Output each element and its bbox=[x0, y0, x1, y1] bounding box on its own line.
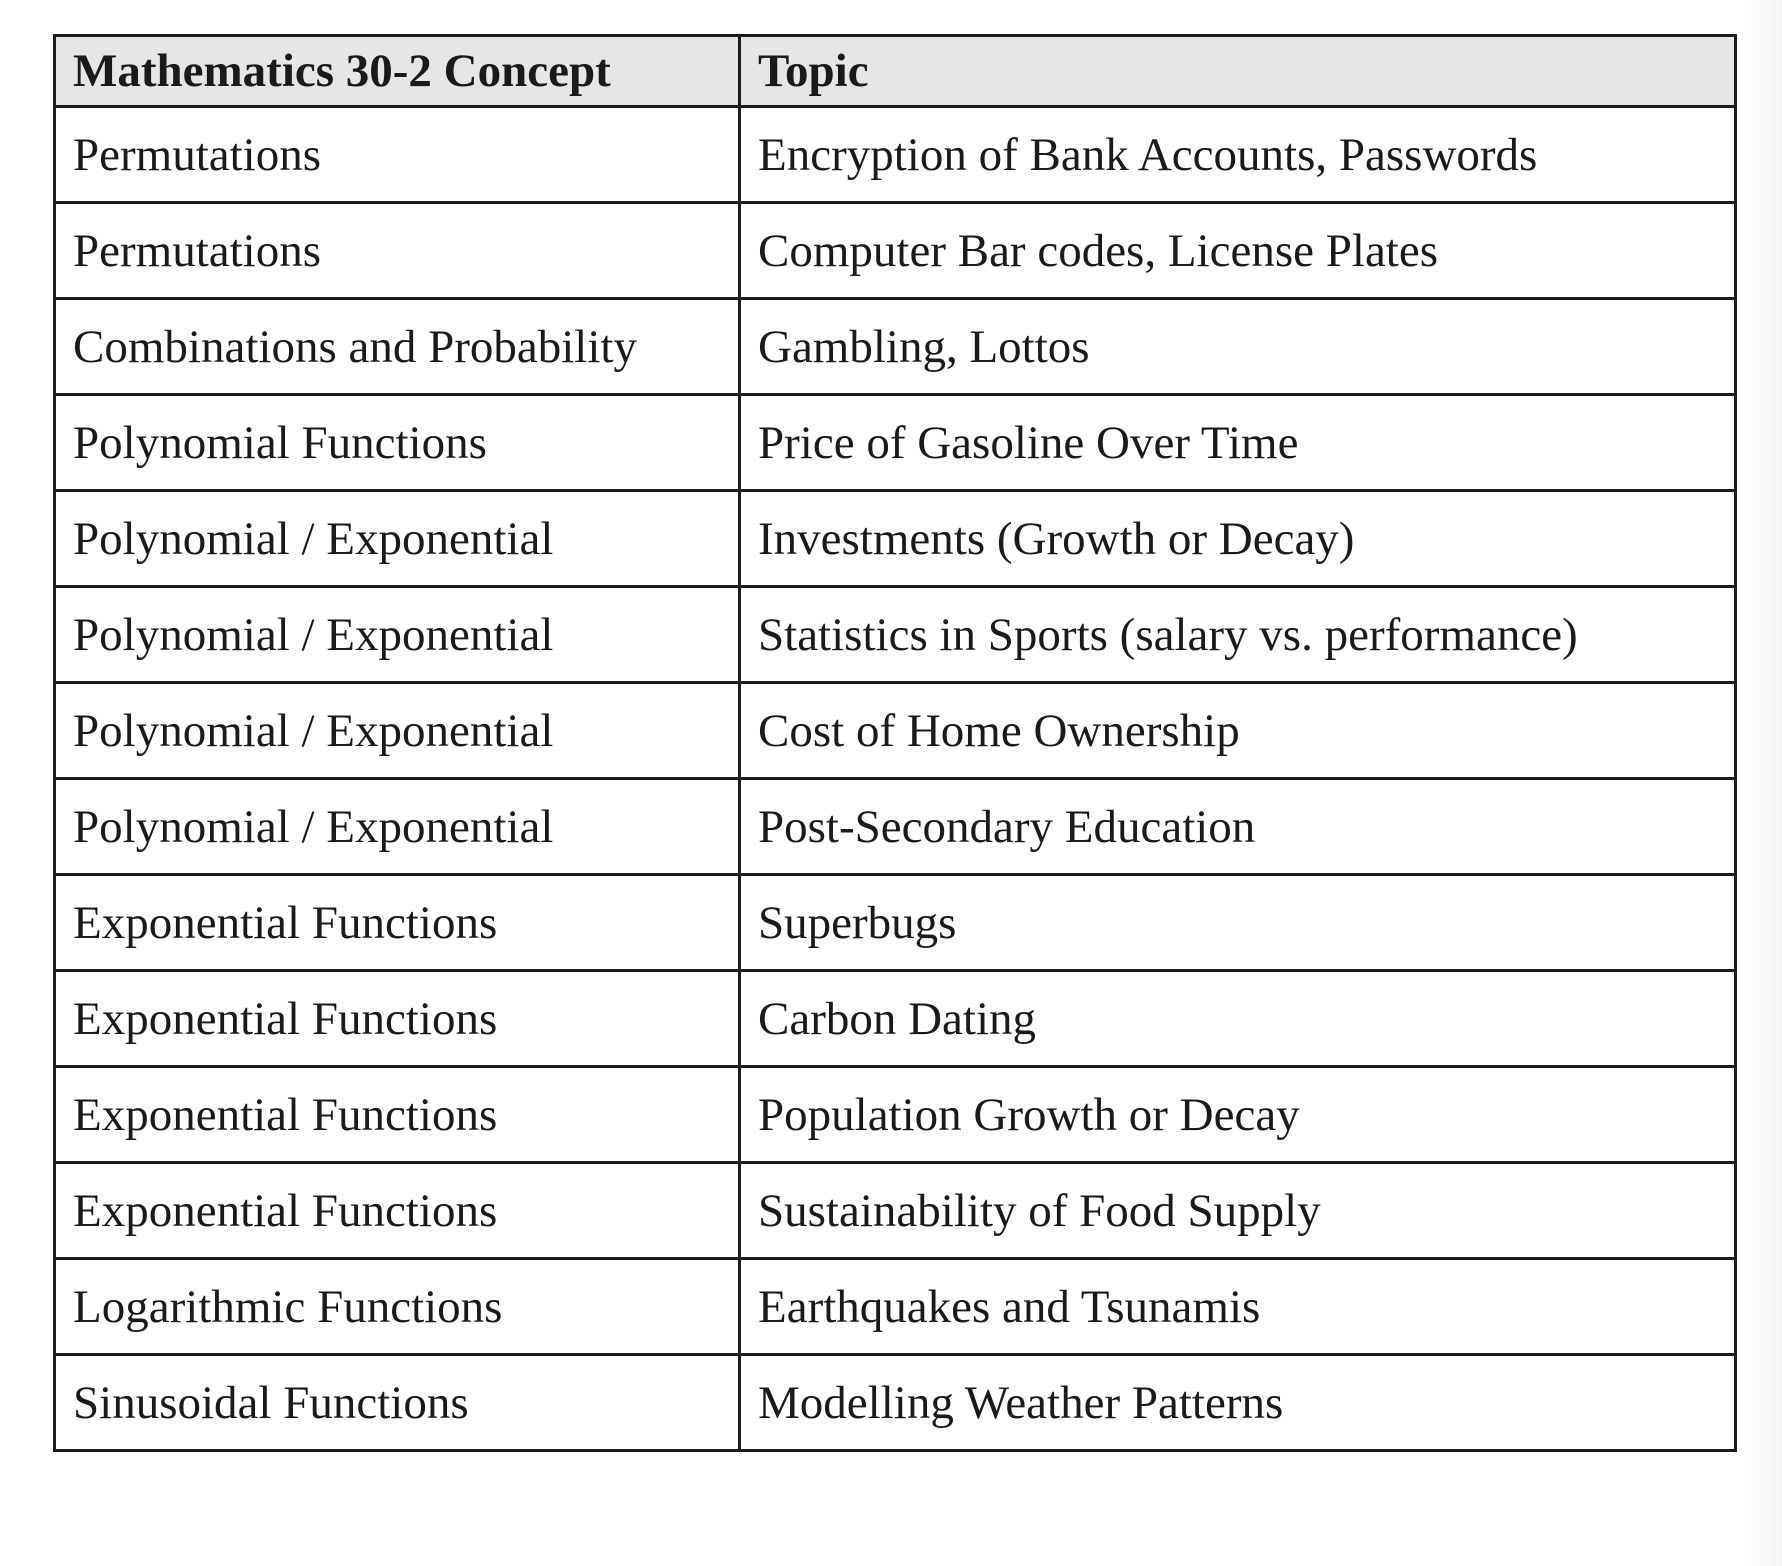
table-row bbox=[55, 1163, 1736, 1259]
table-row bbox=[55, 203, 1736, 299]
concept-cell: Polynomial / Exponential bbox=[55, 779, 740, 875]
table-row bbox=[55, 875, 1736, 971]
topic-cell: Superbugs bbox=[740, 875, 1736, 971]
concept-cell: Permutations bbox=[55, 107, 740, 203]
topic-cell: Post-Secondary Education bbox=[740, 779, 1736, 875]
table-row bbox=[55, 491, 1736, 587]
topic-cell: Sustainability of Food Supply bbox=[740, 1163, 1736, 1259]
table-row bbox=[55, 779, 1736, 875]
table-row bbox=[55, 395, 1736, 491]
concept-topic-table bbox=[53, 34, 1737, 1452]
concept-cell: Exponential Functions bbox=[55, 1067, 740, 1163]
header-concept: Mathematics 30-2 Concept bbox=[55, 36, 740, 107]
table-header bbox=[55, 36, 1736, 107]
concept-cell: Permutations bbox=[55, 203, 740, 299]
table-row bbox=[55, 299, 1736, 395]
topic-cell: Price of Gasoline Over Time bbox=[740, 395, 1736, 491]
concept-cell: Logarithmic Functions bbox=[55, 1259, 740, 1355]
topic-cell: Earthquakes and Tsunamis bbox=[740, 1259, 1736, 1355]
table-row bbox=[55, 1259, 1736, 1355]
concept-cell: Exponential Functions bbox=[55, 971, 740, 1067]
topic-cell: Investments (Growth or Decay) bbox=[740, 491, 1736, 587]
topic-cell: Cost of Home Ownership bbox=[740, 683, 1736, 779]
table-row bbox=[55, 971, 1736, 1067]
topic-cell: Encryption of Bank Accounts, Passwords bbox=[740, 107, 1736, 203]
header-topic: Topic bbox=[740, 36, 1736, 107]
table-row bbox=[55, 1067, 1736, 1163]
header-row bbox=[55, 36, 1736, 107]
concept-cell: Polynomial / Exponential bbox=[55, 683, 740, 779]
table-body bbox=[55, 107, 1736, 1451]
concept-cell: Sinusoidal Functions bbox=[55, 1355, 740, 1451]
concept-cell: Combinations and Probability bbox=[55, 299, 740, 395]
topic-cell: Computer Bar codes, License Plates bbox=[740, 203, 1736, 299]
table-row bbox=[55, 1355, 1736, 1451]
page-edge-shadow bbox=[1748, 0, 1782, 1566]
concept-cell: Polynomial / Exponential bbox=[55, 587, 740, 683]
topic-cell: Carbon Dating bbox=[740, 971, 1736, 1067]
topic-cell: Population Growth or Decay bbox=[740, 1067, 1736, 1163]
concept-cell: Polynomial / Exponential bbox=[55, 491, 740, 587]
concept-cell: Exponential Functions bbox=[55, 1163, 740, 1259]
table-row bbox=[55, 683, 1736, 779]
topic-cell: Statistics in Sports (salary vs. performance) bbox=[740, 587, 1736, 683]
table-row bbox=[55, 587, 1736, 683]
concept-cell: Polynomial Functions bbox=[55, 395, 740, 491]
topic-cell: Gambling, Lottos bbox=[740, 299, 1736, 395]
concept-cell: Exponential Functions bbox=[55, 875, 740, 971]
table-row bbox=[55, 107, 1736, 203]
topic-cell: Modelling Weather Patterns bbox=[740, 1355, 1736, 1451]
